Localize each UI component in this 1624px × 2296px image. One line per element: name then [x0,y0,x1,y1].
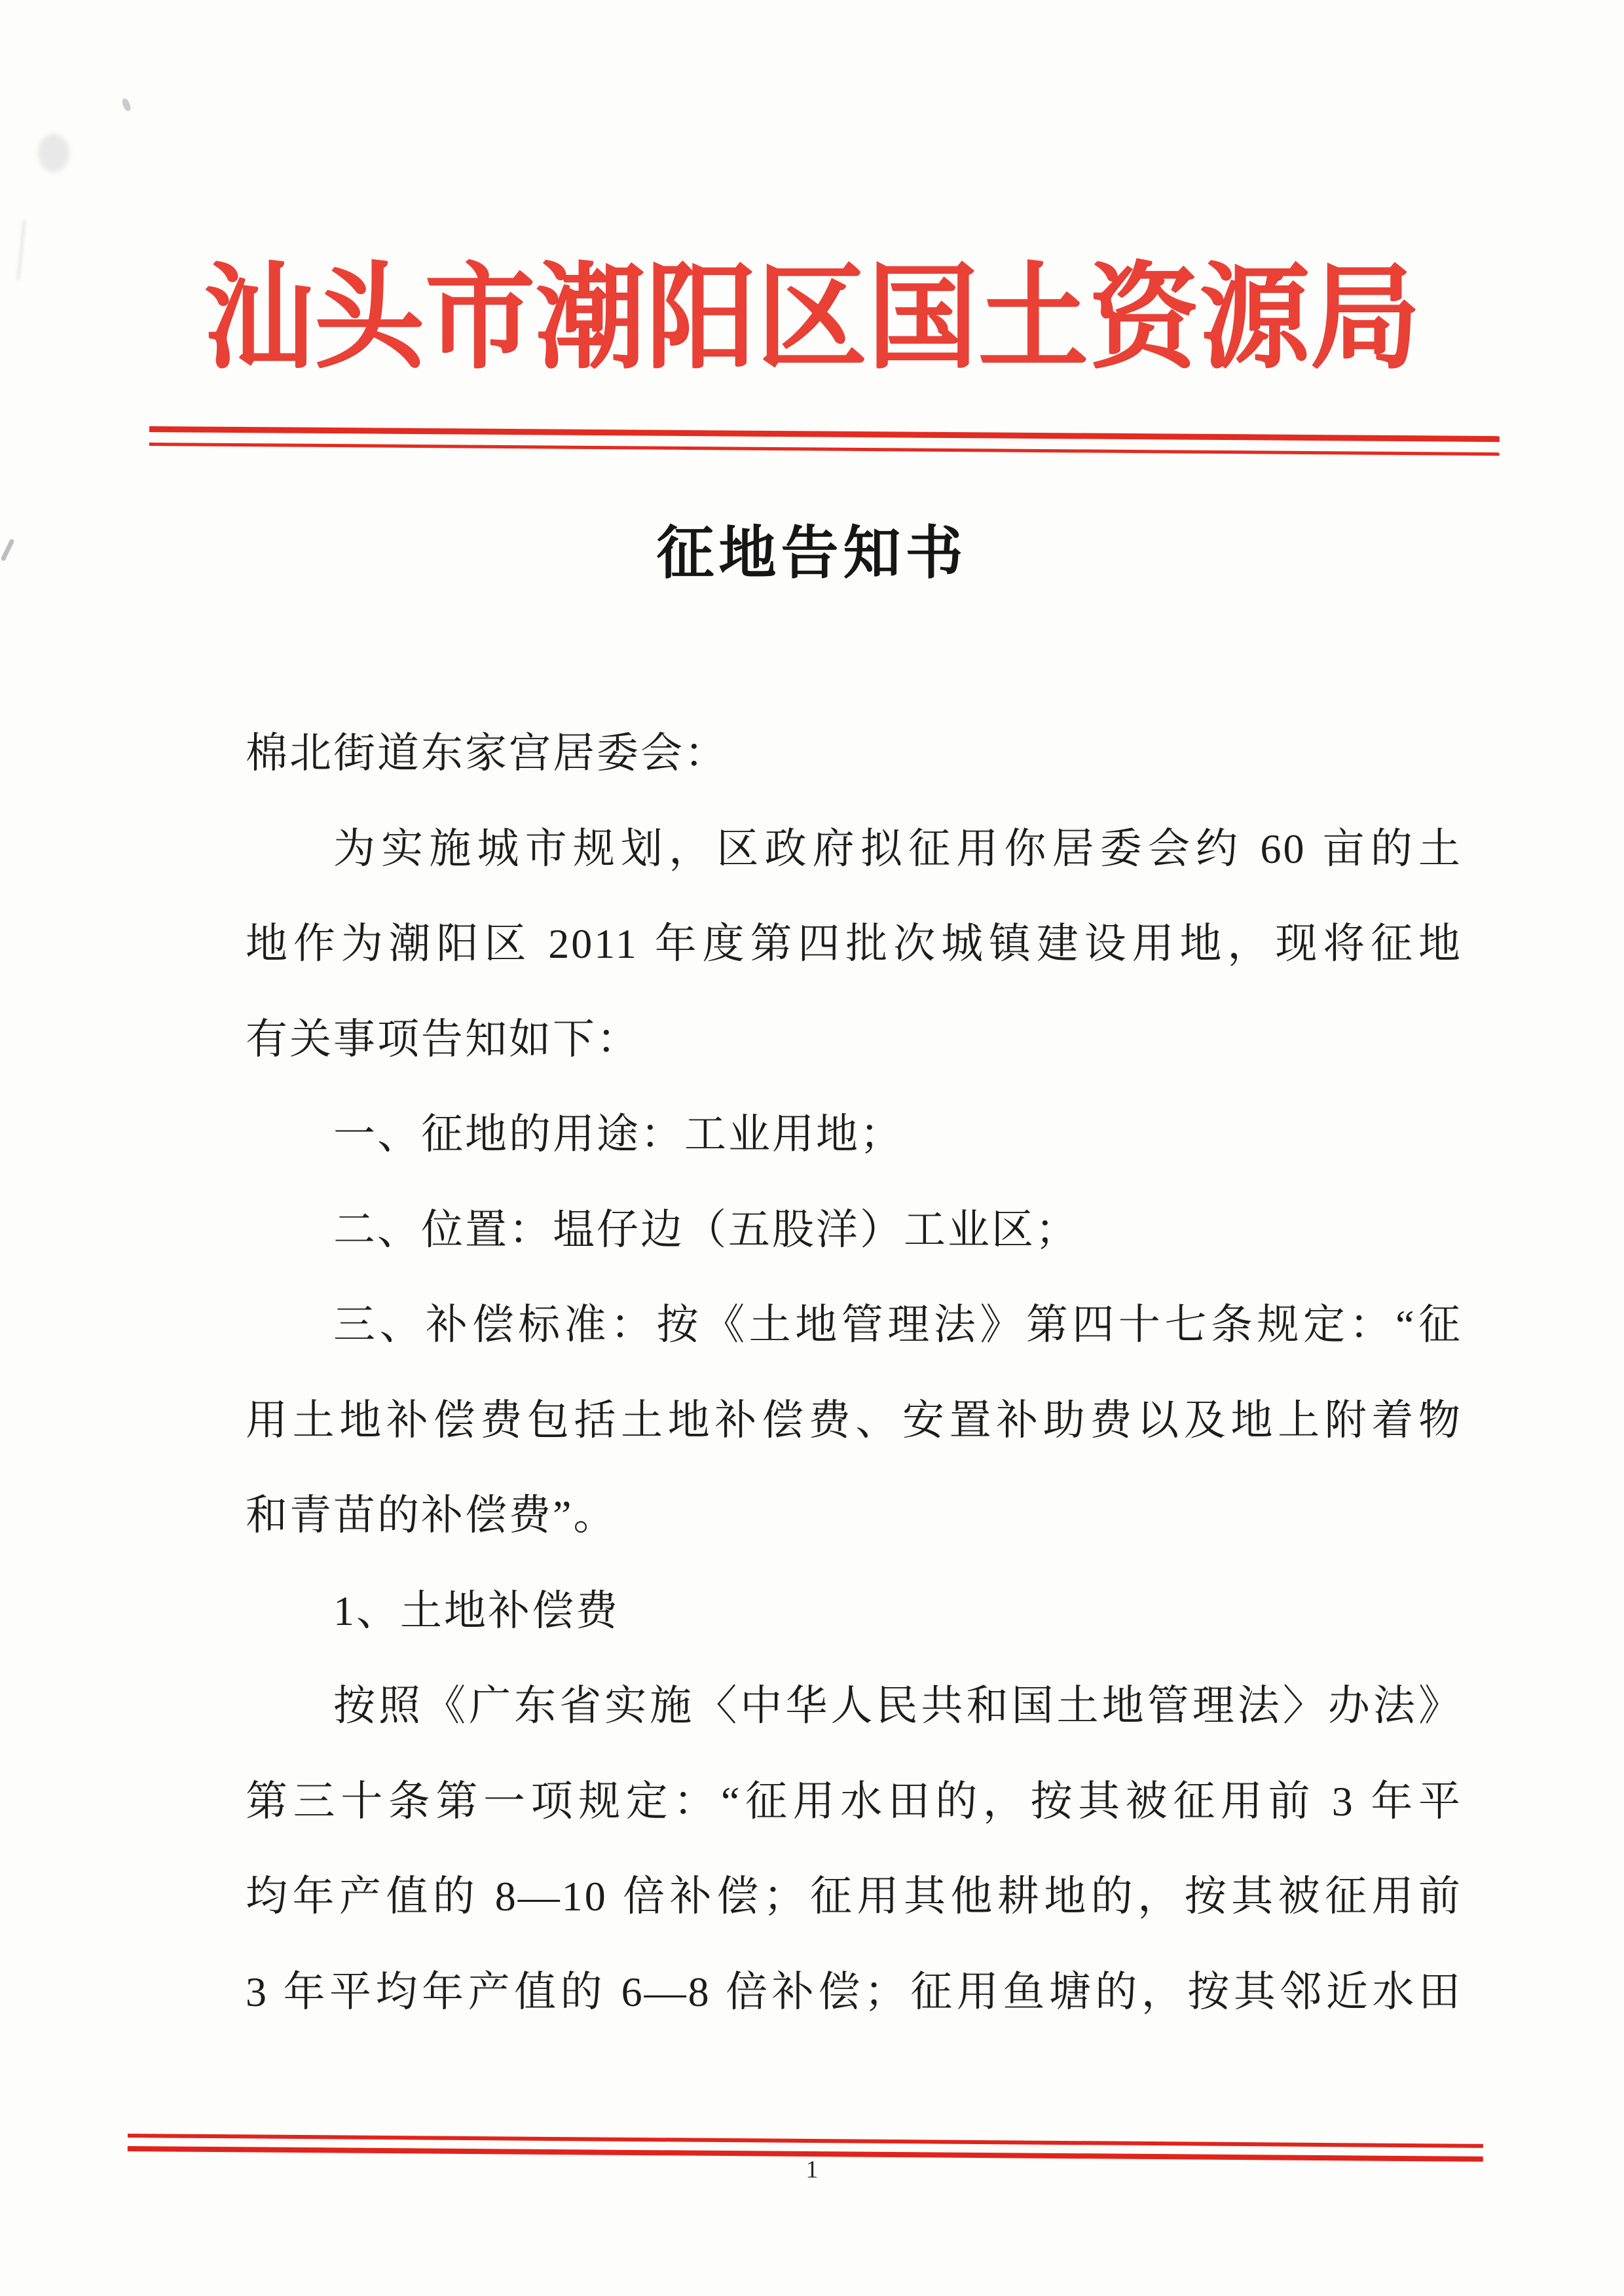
body-line: 和青苗的补偿费”。 [246,1492,618,1539]
body-line: 棉北街道东家宫居委会： [246,730,728,776]
scan-artifact [121,98,132,112]
body-line: 第三十条第一项规定：“征用水田的，按其被征用前 3 年平 [246,1777,1462,1825]
body-line: 均年产值的 8—10 倍补偿；征用其他耕地的，按其被征用前 [246,1873,1462,1920]
scan-artifact [38,134,69,172]
page-number: 1 [805,2156,819,2183]
document-title: 征地告知书 [656,522,968,586]
body-line: 一、征地的用途：工业用地； [333,1111,904,1157]
body-line: 为实施城市规划，区政府拟征用你居委会约 60 亩的土 [333,825,1462,872]
body-line: 1、土地补偿费 [333,1587,619,1634]
body-line: 3 年平均年产值的 6—8 倍补偿；征用鱼塘的，按其邻近水田 [246,1968,1462,2015]
body-line: 有关事项告知如下： [246,1015,640,1063]
letterhead-double-rule [149,426,1500,456]
body-line: 三、补偿标准：按《土地管理法》第四十七条规定：“征 [333,1302,1462,1348]
letterhead-org-name: 汕头市潮阳区国土资源局 [203,255,1421,382]
body-line: 按照《广东省实施〈中华人民共和国土地管理法〉办法》 [333,1683,1462,1729]
body-line: 用土地补偿费包括土地补偿费、安置补助费以及地上附着物 [246,1396,1462,1444]
body-line: 地作为潮阳区 2011 年度第四批次城镇建设用地，现将征地 [246,920,1462,967]
body-line: 二、位置：塭仔边（五股洋）工业区； [333,1206,1079,1253]
document-body [246,731,1462,2065]
